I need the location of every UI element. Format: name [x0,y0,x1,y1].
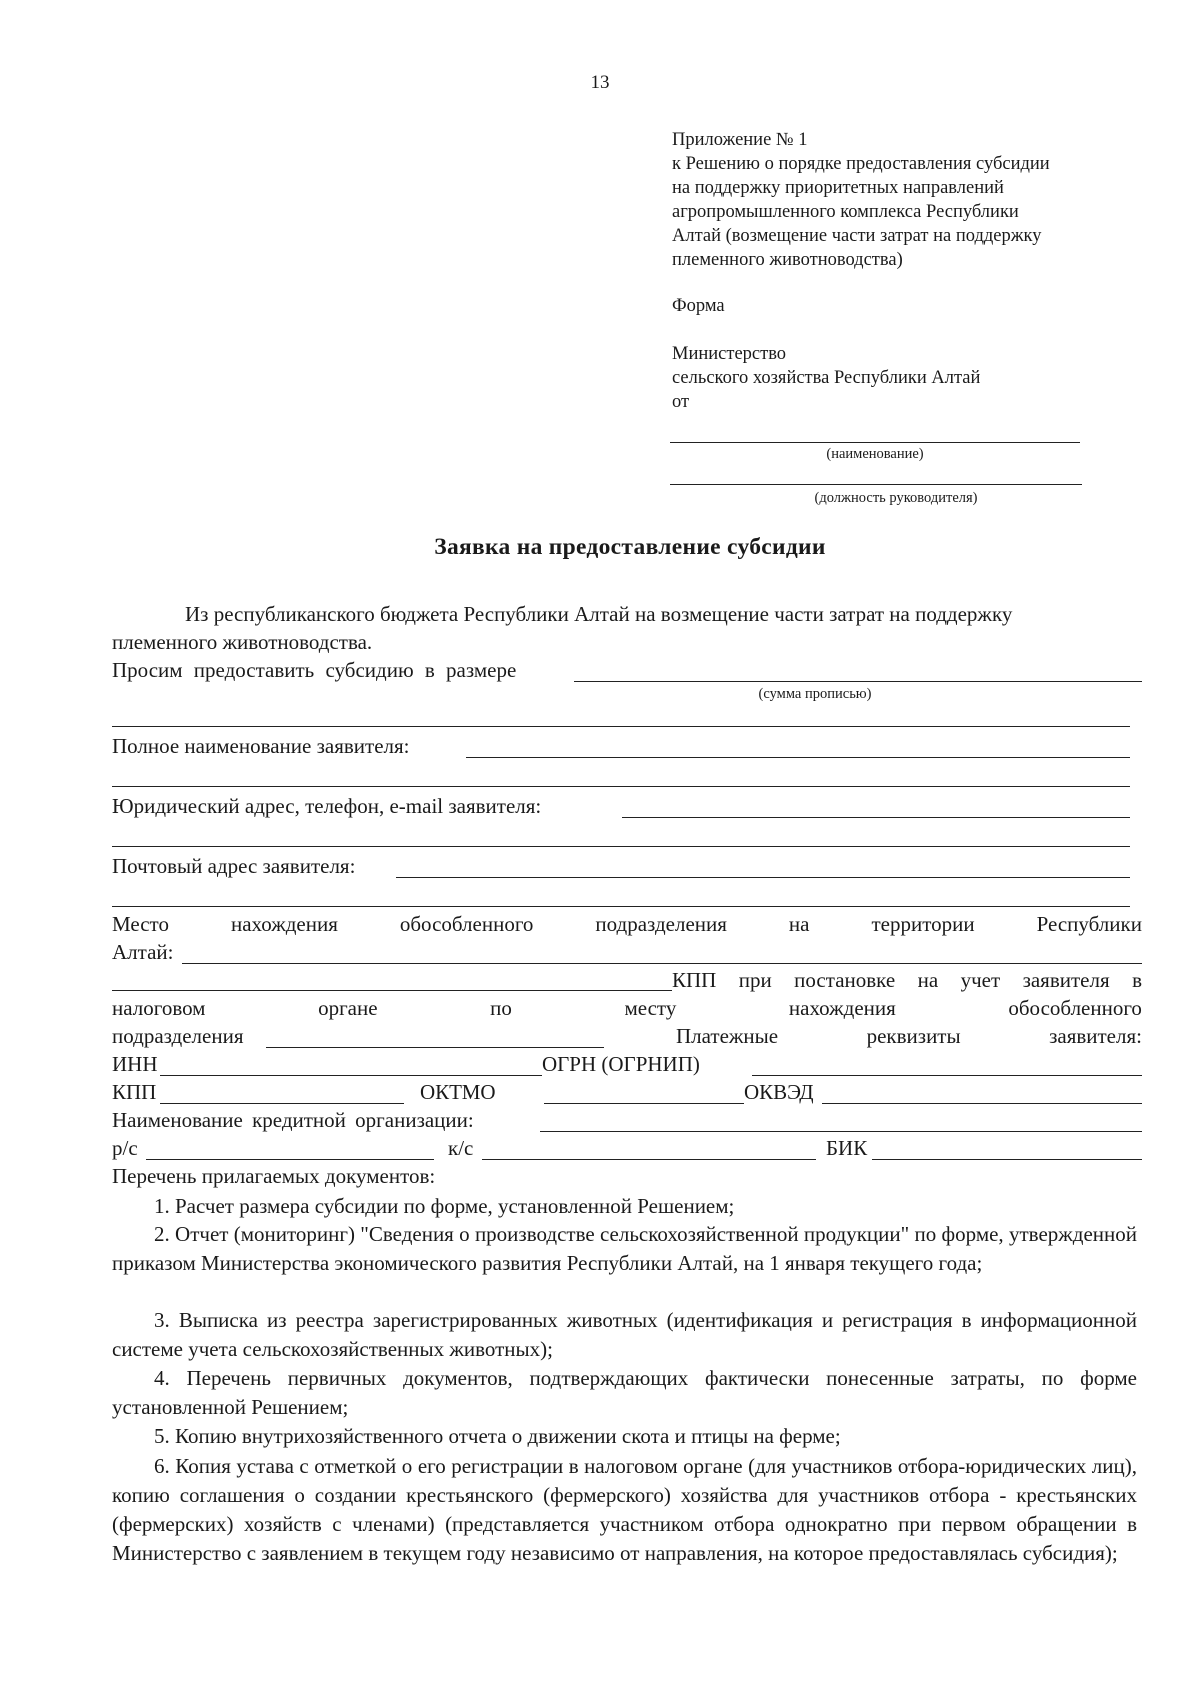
location-word: подразделения [595,912,727,936]
intro-line: племенного животноводства. [112,630,373,654]
page-number: 13 [590,72,610,93]
document-item: 1. Расчет размера субсидии по форме, установленной Решением; [154,1194,735,1218]
position-caption: (должность руководителя) [814,490,978,506]
amount-field[interactable] [574,681,1142,682]
postal-address-field-continued[interactable] [112,906,1130,907]
document-item: 5. Копию внутрихозяйственного отчета о движении скота и птицы на ферме; [154,1424,841,1448]
tax-word: органе [318,996,378,1020]
name-caption: (наименование) [826,446,924,462]
rs-label: р/с [112,1136,138,1160]
bik-label: БИК [826,1136,868,1160]
document-title: Заявка на предоставление субсидии [434,534,826,560]
okved-field[interactable] [822,1103,1142,1104]
kpp-label: КПП [112,1080,157,1104]
appendix-line: Алтай (возмещение части затрат на поддержку [672,226,1042,246]
payment-details-row [676,1024,1142,1049]
kpp-field[interactable] [266,1047,604,1048]
document-item: 6. Копия устава с отметкой о его регистрации в налоговом органе (для участников отбора-юридических лиц), копию соглашения о создании крестьянского (фермерского) хозяйства для участников отбора - крестьянских (фермерских) хозяйств с членами) (представляется участником отбора однократно при первом обращении в Министерство с заявлением в текущем году независимо от направления, на которое предоставлялась субсидия); [112,1454,1137,1565]
location-label-row [112,912,1142,937]
appendix-line: к Решению о порядке предоставления субсидии [672,154,1050,174]
payment-word: заявителя: [1049,1024,1142,1048]
bank-name-field[interactable] [540,1131,1142,1132]
legal-address-label: Юридический адрес, телефон, e-mail заявителя: [112,794,542,818]
ks-label: к/с [448,1136,474,1160]
appendix-line: агропромышленного комплекса Республики [672,202,1019,222]
kpp-value-field[interactable] [160,1103,404,1104]
postal-address-label: Почтовый адрес заявителя: [112,854,356,878]
kpp-word: КПП [672,968,717,992]
tax-organ-row [112,996,1142,1021]
documents-heading: Перечень прилагаемых документов: [112,1164,436,1188]
legal-address-field-continued[interactable] [112,846,1130,847]
legal-address-field[interactable] [622,817,1130,818]
okved-label: ОКВЭД [744,1080,814,1104]
ks-field[interactable] [482,1159,816,1160]
location-word: территории [871,912,975,936]
location-word: обособленного [399,912,534,936]
full-name-label: Полное наименование заявителя: [112,734,410,758]
payment-word: Платежные [676,1024,779,1048]
postal-address-field[interactable] [396,877,1130,878]
oktmo-field[interactable] [544,1103,744,1104]
rs-field[interactable] [146,1159,434,1160]
kpp-word: в [1132,968,1142,992]
tax-word: месту [624,996,677,1020]
payment-word: реквизиты [866,1024,961,1048]
amount-field-continued[interactable] [112,726,1130,727]
document-item: 2. Отчет (мониторинг) "Сведения о производстве сельскохозяйственной продукции" по форме, утвержденной приказом Министерства экономического развития Республики Алтай, на 1 января текущего года; [112,1222,1137,1275]
inn-label: ИНН [112,1052,158,1076]
tax-word: налоговом [112,996,206,1020]
full-name-field[interactable] [466,757,1130,758]
location-altai-label: Алтай: [112,940,174,964]
kpp-word: заявителя [1022,968,1110,992]
location-word: на [788,912,810,936]
appendix-line: на поддержку приоритетных направлений [672,178,1004,198]
kpp-word: при [738,968,772,992]
bik-field[interactable] [872,1159,1142,1160]
appendix-line: племенного животноводства) [672,250,903,270]
subdivision-label: подразделения [112,1024,244,1048]
oktmo-label: ОКТМО [420,1080,496,1104]
appendix-line: Приложение № 1 [672,130,808,150]
ogrn-field[interactable] [752,1075,1142,1076]
inn-field[interactable] [160,1075,542,1076]
location-word: Республики [1036,912,1142,936]
kpp-word: на [917,968,939,992]
tax-word: по [490,996,512,1020]
intro-line: Из республиканского бюджета Республики Алтай на возмещение части затрат на поддержку [185,602,1013,626]
addressee-line: сельского хозяйства Республики Алтай [672,368,981,388]
document-item: 4. Перечень первичных документов, подтверждающих фактически понесенные затраты, по форме установленной Решением; [112,1366,1137,1419]
document-item: 3. Выписка из реестра зарегистрированных животных (идентификация и регистрация в информационной системе учета сельскохозяйственных животных); [112,1308,1137,1361]
kpp-registration-row [672,968,1142,993]
location-word: нахождения [230,912,338,936]
kpp-word: постановке [794,968,896,992]
kpp-word: учет [960,968,1001,992]
addressee-line: от [672,392,690,412]
request-label: Просим предоставить субсидию в размере [112,658,517,682]
tax-word: обособленного [1008,996,1142,1020]
amount-caption: (сумма прописью) [758,686,872,702]
location-field-continued[interactable] [112,990,672,991]
tax-word: нахождения [788,996,896,1020]
bank-name-label: Наименование кредитной организации: [112,1108,474,1132]
ogrn-label: ОГРН (ОГРНИП) [542,1052,700,1076]
full-name-field-continued[interactable] [112,786,1130,787]
location-field[interactable] [182,963,1142,964]
addressee-line: Министерство [672,344,787,364]
form-label: Форма [672,296,725,316]
location-word: Место [112,912,169,936]
applicant-name-line[interactable] [670,442,1080,443]
addressee-block [672,342,980,414]
appendix-header [672,128,1132,272]
position-line[interactable] [670,484,1082,485]
